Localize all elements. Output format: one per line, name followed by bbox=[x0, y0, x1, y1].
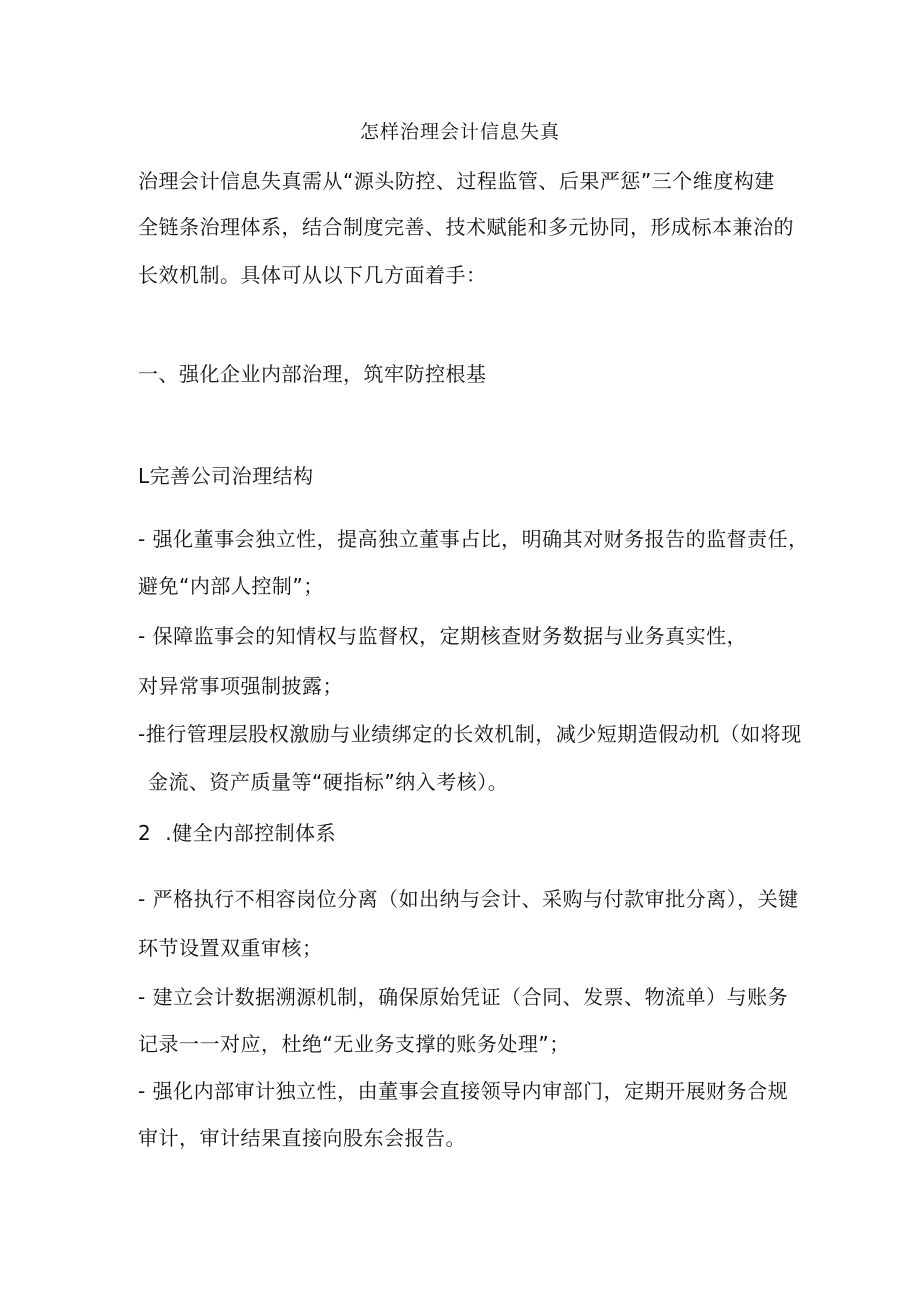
intro-line-1: 治理会计信息失真需从“源头防控、过程监管、后果严惩”三个维度构建 bbox=[138, 169, 775, 193]
subsection-2-line-2: 环节设置双重审核； bbox=[138, 936, 323, 960]
subsection-1-line-1: - 强化董事会独立性，提高独立董事占比，明确其对财务报告的监督责任， bbox=[138, 527, 809, 551]
subsection-1-heading: L完善公司治理结构 bbox=[138, 464, 314, 488]
section-1-heading: 一、强化企业内部治理，筑牢防控根基 bbox=[138, 362, 487, 386]
document-title: 怎样治理会计信息失真 bbox=[359, 121, 560, 143]
intro-line-2: 全链条治理体系，结合制度完善、技术赋能和多元协同，形成标本兼治的 bbox=[138, 215, 794, 239]
subsection-2-line-4: 记录一一对应，杜绝“无业务支撑的账务处理”； bbox=[138, 1032, 570, 1056]
subsection-1-line-2: 避免“内部人控制”； bbox=[138, 574, 324, 598]
subsection-2-number: 2 bbox=[138, 821, 152, 845]
subsection-1-line-6: 金流、资产质量等“硬指标”纳入考核）。 bbox=[148, 770, 509, 794]
subsection-2-line-5: - 强化内部审计独立性，由董事会直接领导内审部门，定期开展财务合规 bbox=[138, 1079, 789, 1103]
intro-line-3: 长效机制。具体可从以下几方面着手： bbox=[138, 263, 487, 287]
subsection-2-title: .健全内部控制体系 bbox=[165, 821, 337, 845]
subsection-2-line-6: 审计，审计结果直接向股东会报告。 bbox=[138, 1126, 466, 1150]
subsection-1-line-5: -推行管理层股权激励与业绩绑定的长效机制，减少短期造假动机（如将现 bbox=[138, 722, 802, 746]
subsection-1-line-4: 对异常事项强制披露； bbox=[138, 674, 343, 698]
subsection-2-line-1: - 严格执行不相容岗位分离（如出纳与会计、采购与付款审批分离），关键 bbox=[138, 887, 799, 911]
subsection-2-heading bbox=[138, 819, 336, 847]
subsection-1-line-3: - 保障监事会的知情权与监督权，定期核查财务数据与业务真实性， bbox=[138, 624, 748, 648]
subsection-2-line-3: - 建立会计数据溯源机制，确保原始凭证（合同、发票、物流单）与账务 bbox=[138, 985, 789, 1009]
